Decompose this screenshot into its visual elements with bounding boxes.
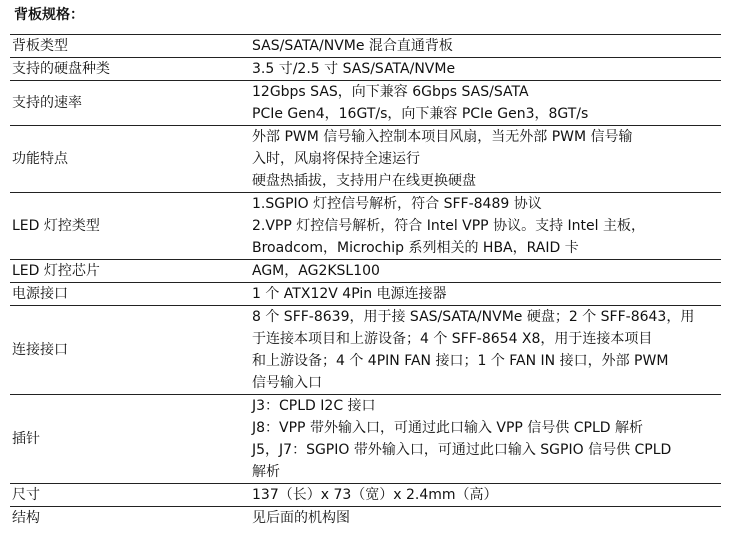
- row-label: 背板类型: [10, 35, 250, 58]
- row-label: 插针: [10, 395, 250, 484]
- value-line: 3.5 寸/2.5 寸 SAS/SATA/NVMe: [252, 61, 456, 77]
- value-line: 12Gbps SAS，向下兼容 6Gbps SAS/SATA: [252, 84, 529, 100]
- row-value: [250, 283, 721, 306]
- row-label: 电源接口: [10, 283, 250, 306]
- value-line: J3：CPLD I2C 接口: [252, 398, 376, 414]
- row-label: 尺寸: [10, 484, 250, 507]
- value-line: 于连接本项目和上游设备；4 个 SFF-8654 X8，用于连接本项目: [252, 331, 653, 347]
- value-line: 见后面的机构图: [252, 510, 350, 526]
- value-line: J5，J7：SGPIO 带外输入口，可通过此口输入 SGPIO 信号供 CPLD: [252, 442, 672, 458]
- spec-table: [10, 34, 721, 529]
- row-value: [250, 193, 721, 260]
- table-row: [10, 507, 721, 530]
- row-label: LED 灯控类型: [10, 193, 250, 260]
- row-label: 连接接口: [10, 306, 250, 395]
- value-line: J8：VPP 带外输入口，可通过此口输入 VPP 信号供 CPLD 解析: [252, 420, 644, 436]
- table-row: [10, 35, 721, 58]
- table-row: [10, 283, 721, 306]
- table-row: [10, 126, 721, 193]
- row-label: LED 灯控芯片: [10, 260, 250, 283]
- row-label: 支持的速率: [10, 81, 250, 126]
- row-value: [250, 126, 721, 193]
- row-value: [250, 507, 721, 530]
- value-line: 1.SGPIO 灯控信号解析，符合 SFF-8489 协议: [252, 196, 542, 212]
- value-line: 硬盘热插拔，支持用户在线更换硬盘: [252, 173, 476, 189]
- table-row: [10, 395, 721, 484]
- row-value: [250, 58, 721, 81]
- row-value: [250, 395, 721, 484]
- value-line: 1 个 ATX12V 4Pin 电源连接器: [252, 286, 447, 302]
- value-line: 入时，风扇将保持全速运行: [252, 151, 420, 167]
- table-row: [10, 306, 721, 395]
- table-row: [10, 58, 721, 81]
- value-line: 外部 PWM 信号输入控制本项目风扇，当无外部 PWM 信号输: [252, 129, 633, 145]
- value-line: SAS/SATA/NVMe 混合直通背板: [252, 38, 453, 54]
- value-line: 信号输入口: [252, 375, 322, 391]
- value-line: 2.VPP 灯控信号解析，符合 Intel VPP 协议。支持 Intel 主板，: [252, 218, 645, 234]
- table-row: [10, 260, 721, 283]
- row-value: [250, 306, 721, 395]
- value-line: 和上游设备；4 个 4PIN FAN 接口；1 个 FAN IN 接口，外部 PWM: [252, 353, 669, 369]
- table-row: [10, 484, 721, 507]
- row-value: [250, 260, 721, 283]
- row-label: 支持的硬盘种类: [10, 58, 250, 81]
- value-line: PCIe Gen4，16GT/s，向下兼容 PCIe Gen3，8GT/s: [252, 106, 589, 122]
- value-line: AGM，AG2KSL100: [252, 263, 380, 279]
- value-line: 解析: [252, 464, 280, 480]
- row-label: 结构: [10, 507, 250, 530]
- section-heading: 背板规格：: [14, 7, 84, 23]
- value-line: 137（长）x 73（宽）x 2.4mm（高）: [252, 487, 498, 503]
- value-line: 8 个 SFF-8639，用于接 SAS/SATA/NVMe 硬盘；2 个 SFF-8643，用: [252, 309, 695, 325]
- row-value: [250, 81, 721, 126]
- table-row: [10, 81, 721, 126]
- row-value: [250, 484, 721, 507]
- row-value: [250, 35, 721, 58]
- row-label: 功能特点: [10, 126, 250, 193]
- value-line: Broadcom，Microchip 系列相关的 HBA，RAID 卡: [252, 240, 579, 256]
- table-row: [10, 193, 721, 260]
